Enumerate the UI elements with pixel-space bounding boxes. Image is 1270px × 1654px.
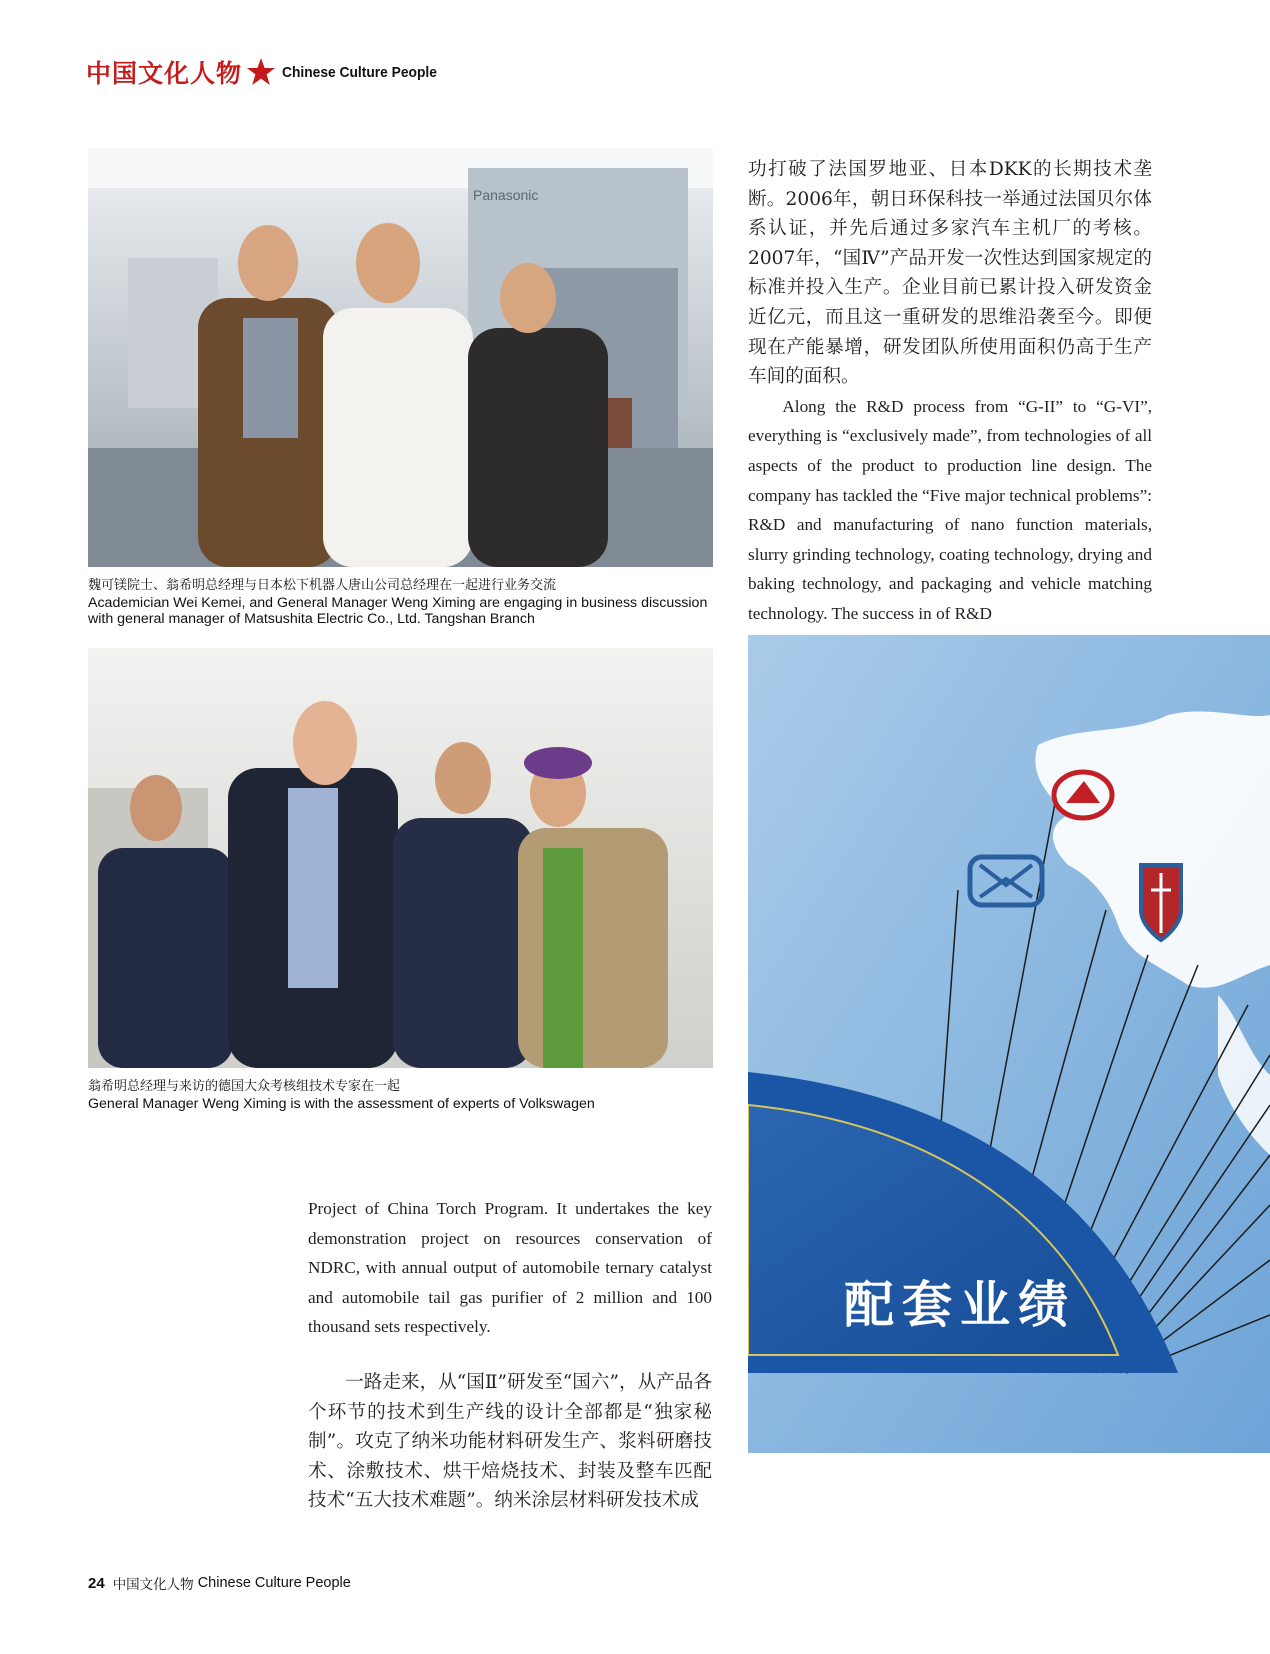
magazine-title-cn: 中国文化人物: [86, 59, 243, 88]
bottom-cn-paragraph: 一路走来，从“国Ⅱ”研发至“国六”，从产品各个环节的技术到生产线的设计全部都是“独家秘制”。攻克了纳米功能材料研发生产、浆料研磨技术、涂敷技术、烘干焙烧技术、封装及整车匹配技术“五大技术难题”。纳米涂层材料研发技术成: [308, 1371, 712, 1512]
photo-volkswagen-experts: [88, 648, 713, 1068]
caption-2-cn: 翁希明总经理与来访的德国大众考核组技术专家在一起: [88, 1079, 401, 1094]
page-number: 24: [88, 1574, 105, 1592]
photo-caption-2: [88, 1079, 718, 1112]
car-brand-shield-icon: [1141, 865, 1181, 940]
right-cn-paragraph: 功打破了法国罗地亚、日本DKK的长期技术垄断。2006年，朝日环保科技一举通过法国贝尔体系认证，并先后通过多家汽车主机厂的考核。2007年，“国Ⅳ”产品开发一次性达到国家规定的标准并投入生产。企业目前已累计投入研发资金近亿元，而且这一重研发的思维沿袭至今。即便现在产能暴增，研发团队所使用面积仍高于生产车间的面积。: [748, 159, 1152, 388]
right-text-column: [748, 155, 1152, 629]
bottom-text-column: [308, 1194, 712, 1516]
footer-magazine-en: Chinese Culture People: [197, 1575, 351, 1591]
red-star-icon: [246, 57, 276, 87]
photo-business-discussion: [88, 148, 713, 567]
bottom-en-paragraph: Project of China Torch Program. It undertakes the key demonstration project on resources conservation of NDRC, with annual output of automobile ternary catalyst and automobile tail gas purifier of 2 million and 100 thousand sets respectively.: [308, 1199, 712, 1337]
photo-caption-1: [88, 578, 718, 628]
magazine-header: [86, 52, 450, 92]
right-en-paragraph: Along the R&D process from “G-II” to “G-VI”, everything is “exclusively made”, from technologies of all aspects of the product to production line design. The company has tackled the “Five major technical problems”: R&D and manufacturing of nano function materials, slurry grinding technology, coating technology, drying and baking technology, and packaging and vehicle matching technology. The success in of R&D: [748, 396, 1152, 623]
caption-1-en: Academician Wei Kemei, and General Manager Weng Ximing are engaging in business discussion with general manager of Matsushita Electric Co., Ltd. Tangshan Branch: [88, 594, 708, 627]
page-footer: [88, 1573, 351, 1593]
matching-performance-graphic: [748, 635, 1270, 1453]
footer-magazine-cn: 中国文化人物: [112, 1577, 194, 1593]
caption-1-cn: 魏可镁院士、翁希明总经理与日本松下机器人唐山公司总经理在一起进行业务交流: [88, 578, 557, 593]
caption-2-en: General Manager Weng Ximing is with the assessment of experts of Volkswagen: [88, 1095, 595, 1112]
graphic-title: 配套业绩: [844, 1276, 1076, 1334]
magazine-title-en: Chinese Culture People: [282, 63, 437, 81]
panasonic-sign: Panasonic: [473, 187, 539, 203]
